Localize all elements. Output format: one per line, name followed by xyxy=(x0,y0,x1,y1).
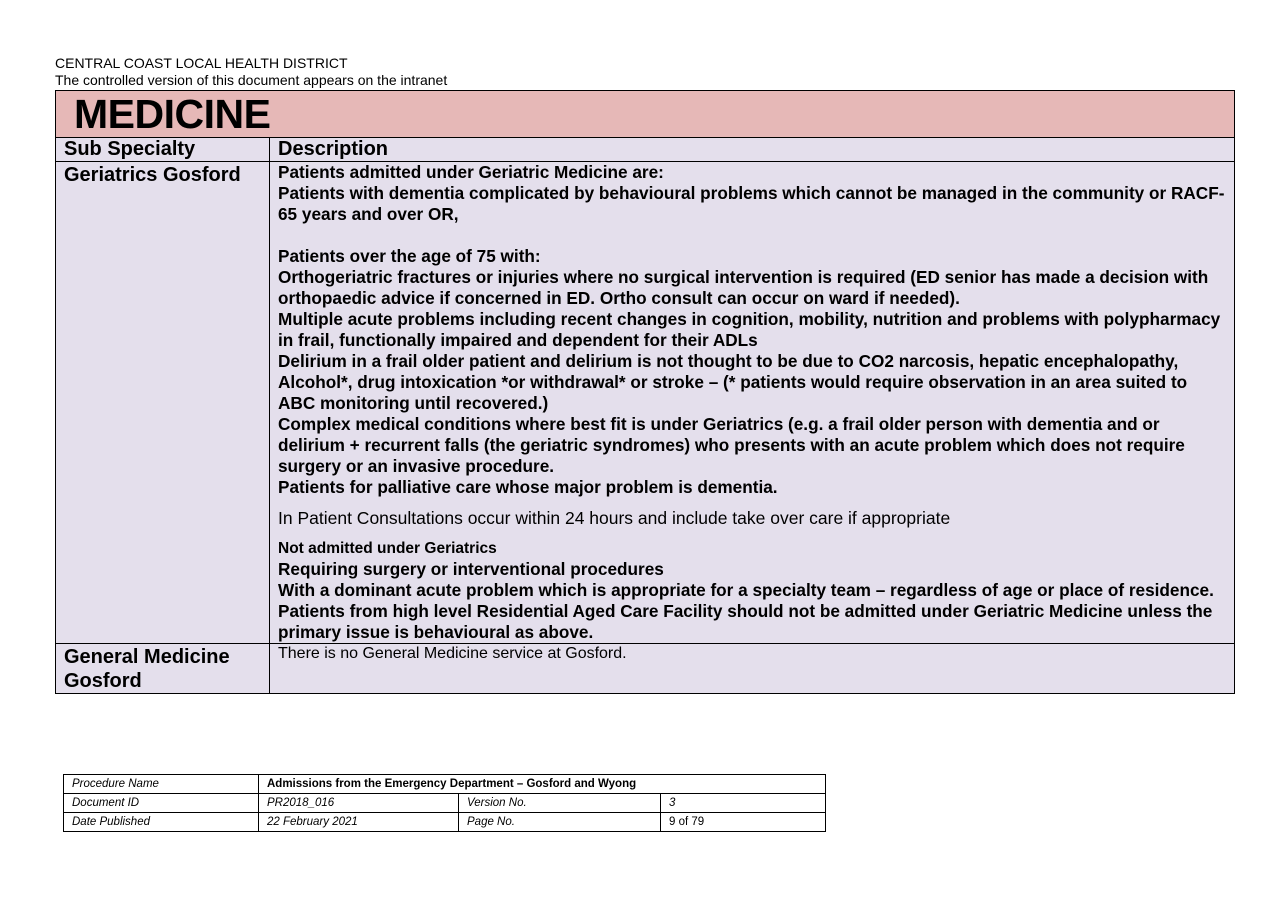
version-label: Version No. xyxy=(459,794,661,813)
date-published-value: 22 February 2021 xyxy=(259,813,459,832)
table-title-cell xyxy=(56,91,1235,138)
multiple-problems-criterion: Multiple acute problems including recent changes in cognition, mobility, nutrition and problems with polypharmacy in frail, functionally impaired and dependent for their ADLs xyxy=(278,309,1221,350)
surgery-exclusion: Requiring surgery or interventional procedures xyxy=(278,559,664,579)
procedure-name-value: Admissions from the Emergency Department – Gosford and Wyong xyxy=(259,775,826,794)
date-published-label: Date Published xyxy=(64,813,259,832)
controlled-version-notice: The controlled version of this document appears on the intranet xyxy=(55,72,448,88)
medicine-admission-table xyxy=(55,90,1235,694)
procedure-name-label: Procedure Name xyxy=(64,775,259,794)
document-id-label: Document ID xyxy=(64,794,259,813)
table-row xyxy=(56,162,1235,644)
table-title-row xyxy=(56,91,1235,138)
general-medicine-description: There is no General Medicine service at Gosford. xyxy=(270,644,1235,694)
page-number-label: Page No. xyxy=(459,813,661,832)
not-admitted-heading: Not admitted under Geriatrics xyxy=(278,540,497,557)
residential-care-exclusion: Patients from high level Residential Aged Care Facility should not be admitted under Geriatric Medicine unless the primary issue is behavioural as above. xyxy=(278,601,1213,642)
subspecialty-line: Gosford xyxy=(64,670,142,692)
footer-row xyxy=(64,775,826,794)
subspecialty-line: General Medicine xyxy=(64,646,230,668)
document-control-table xyxy=(63,774,826,832)
complex-conditions-criterion: Complex medical conditions where best fit is under Geriatrics (e.g. a frail older person with dementia and or delirium + recurrent falls (the geriatric syndromes) who presents with an acute problem which does not require surgery or an invasive procedure. xyxy=(278,414,1185,476)
dementia-criterion: Patients with dementia complicated by behavioural problems which cannot be managed in the community or RACF- 65 years and over OR, xyxy=(278,183,1225,224)
table-title: MEDICINE xyxy=(74,91,271,137)
dominant-problem-exclusion: With a dominant acute problem which is appropriate for a specialty team – regardless of age or place of residence. xyxy=(278,580,1214,600)
subspecialty-column-header: Sub Specialty xyxy=(56,138,270,162)
geriatrics-description xyxy=(270,162,1235,644)
table-row xyxy=(56,644,1235,694)
subspecialty-geriatrics-gosford: Geriatrics Gosford xyxy=(56,162,270,644)
description-column-header: Description xyxy=(270,138,1235,162)
column-header-row xyxy=(56,138,1235,162)
document-id-value: PR2018_016 xyxy=(259,794,459,813)
page-number-value: 9 of 79 xyxy=(661,813,826,832)
over-75-heading: Patients over the age of 75 with: xyxy=(278,246,541,266)
organization-header: CENTRAL COAST LOCAL HEALTH DISTRICT xyxy=(55,55,348,71)
orthogeriatric-criterion: Orthogeriatric fractures or injuries where no surgical intervention is required (ED senior has made a decision with orthopaedic advice if concerned in ED. Ortho consult can occur on ward if needed). xyxy=(278,267,1209,308)
consultations-note: In Patient Consultations occur within 24 hours and include take over care if appropriate xyxy=(278,508,951,528)
delirium-criterion: Delirium in a frail older patient and delirium is not thought to be due to CO2 narcosis, hepatic encephalopathy, Alcohol*, drug intoxication *or withdrawal* or stroke – (* patients would require observation in an area suited to ABC monitoring until recovered.) xyxy=(278,351,1188,413)
version-value: 3 xyxy=(661,794,826,813)
admitted-heading: Patients admitted under Geriatric Medicine are: xyxy=(278,162,664,182)
footer-row xyxy=(64,794,826,813)
subspecialty-general-medicine-gosford xyxy=(56,644,270,694)
footer-row xyxy=(64,813,826,832)
palliative-criterion: Patients for palliative care whose major problem is dementia. xyxy=(278,477,778,497)
